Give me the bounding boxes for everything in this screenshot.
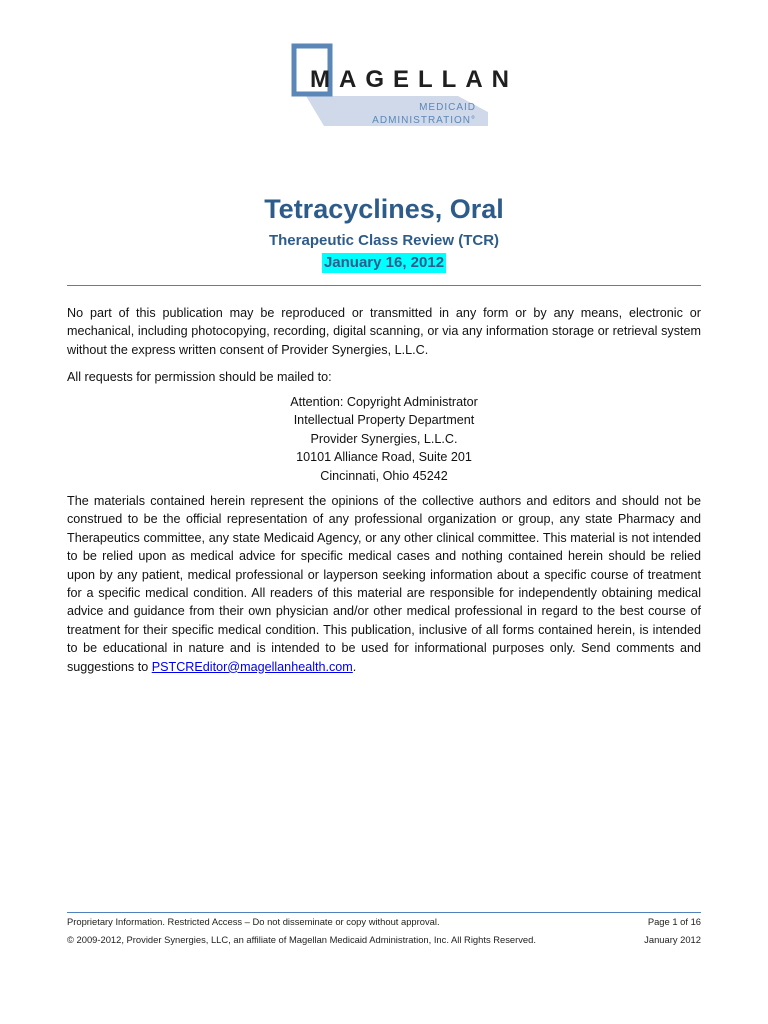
- disclaimer-end: .: [352, 659, 357, 674]
- logo-subline-2: ADMINISTRATION°: [372, 115, 476, 126]
- footer-date: January 2012: [644, 934, 701, 945]
- footer-divider: [67, 912, 701, 913]
- header-divider: [67, 285, 701, 286]
- document-title: Tetracyclines, Oral: [264, 194, 504, 224]
- copyright-paragraph: No part of this publication may be reproduced or transmitted in any form or by any means, electronic or mechanical, including photocopying, recording, digital scanning, or via any information storage or retrieval system without the express written consent of Provider Synergies, L.L.C.: [67, 306, 701, 357]
- disclaimer-paragraph: [67, 492, 701, 676]
- permission-paragraph: All requests for permission should be mailed to:: [67, 370, 332, 384]
- address-line: Intellectual Property Department: [293, 413, 475, 428]
- document-date: January 16, 2012: [323, 254, 445, 271]
- mailing-address: [0, 393, 768, 485]
- logo-subline-1: MEDICAID: [419, 102, 476, 113]
- email-link[interactable]: PSTCREditor@magellanhealth.com: [151, 659, 353, 674]
- magellan-logo: [288, 40, 518, 140]
- address-line: Cincinnati, Ohio 45242: [320, 468, 448, 483]
- address-line: Provider Synergies, L.L.C.: [310, 431, 458, 446]
- logo-wordmark: MAGELLAN: [310, 66, 518, 93]
- address-line: Attention: Copyright Administrator: [290, 395, 478, 409]
- footer-proprietary-notice: Proprietary Information. Restricted Access – Do not disseminate or copy without approval.: [67, 916, 440, 927]
- footer-page-number: Page 1 of 16: [647, 916, 701, 927]
- address-line: 10101 Alliance Road, Suite 201: [296, 450, 472, 465]
- document-subtitle: Therapeutic Class Review (TCR): [268, 232, 500, 249]
- disclaimer-text: The materials contained herein represent the opinions of the collective authors and editors and should not be construed to be the official representation of any professional organization or group, any state Pharmacy and Therapeutics committee, any state Medicaid Agency, or any other clinical committee. This material is not intended to be relied upon as medical advice for specific medical cases and nothing contained herein should be relied upon by any patient, medical professional or layperson seeking information about a specific course of treatment for a specific medical condition. All readers of this material are responsible for independently obtaining medical advice and guidance from their own physician and/or other medical professional in regard to the best course of treatment for their specific medical condition. This publication, inclusive of all forms contained herein, is intended to be educational in nature and is intended to be used for informational purposes only. Send comments and suggestions to: [67, 494, 701, 674]
- footer-copyright: © 2009-2012, Provider Synergies, LLC, an affiliate of Magellan Medicaid Administration, Inc. All Rights Reserved.: [67, 934, 536, 945]
- date-line: [0, 253, 768, 273]
